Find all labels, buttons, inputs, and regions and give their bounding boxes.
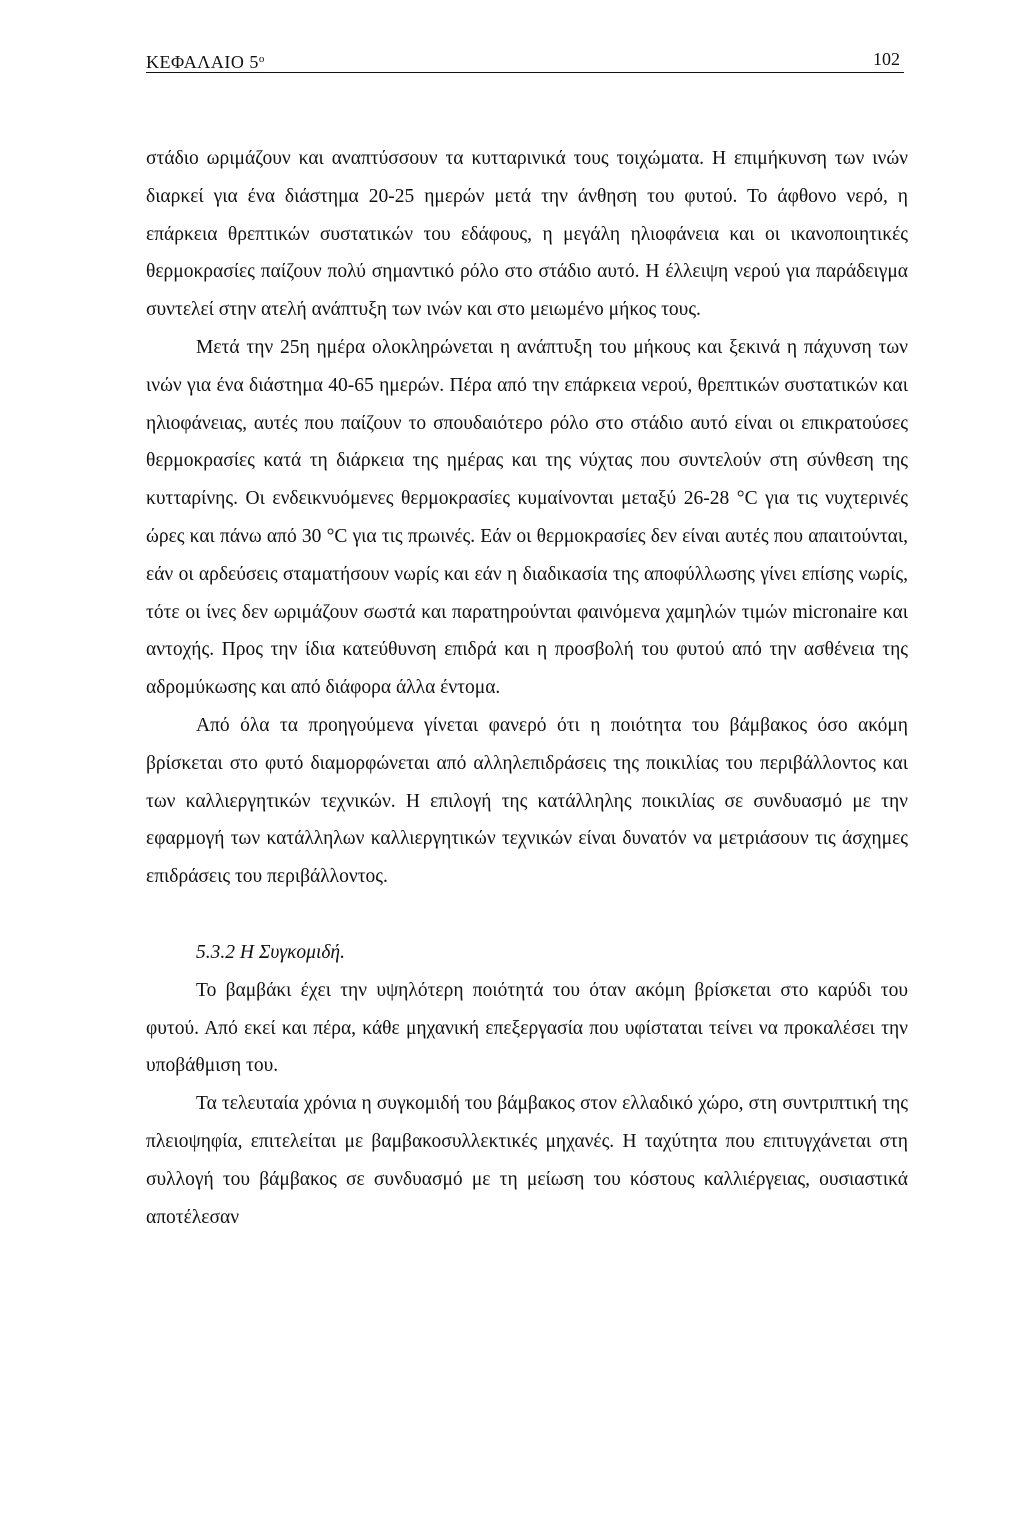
document-body <box>146 140 908 1236</box>
paragraph-continued: στάδιο ωριμάζουν και αναπτύσσουν τα κυτταρινικά τους τοιχώματα. Η επιμήκυνση των ινών διαρκεί για ένα διάστημα 20-25 ημερών μετά την άνθηση του φυτού. Το άφθονο νερό, η επάρκεια θρεπτικών συστατικών του εδάφους, η μεγάλη ηλιοφάνεια και οι ικανοποιητικές θερμοκρασίες παίζουν πολύ σημαντικό ρόλο στο στάδιο αυτό. Η έλλειψη νερού για παράδειγμα συντελεί στην ατελή ανάπτυξη των ινών και στο μειωμένο μήκος τους. <box>146 148 908 321</box>
paragraph: Τα τελευταία χρόνια η συγκομιδή του βάμβακος στον ελλαδικό χώρο, στη συντριπτική της πλειοψηφία, επιτελείται με βαμβακοσυλλεκτικές μηχανές. Η ταχύτητα που επιτυγχάνεται στη συλλογή του βάμβακος σε συνδυασμό με τη μείωση του κόστους καλλιέργειας, ουσιαστικά αποτέλεσαν <box>146 1093 908 1228</box>
page-header <box>146 48 904 73</box>
section-heading: 5.3.2 Η Συγκομιδή. <box>196 941 345 963</box>
chapter-label: ΚΕΦΑΛΑΙΟ $5^o$ <box>146 52 265 72</box>
chapter-ordinal-sup: ο <box>258 53 265 65</box>
paragraph: Μετά την 25η ημέρα ολοκληρώνεται η ανάπτυξη του μήκους και ξεκινά η πάχυνση των ινών για ένα διάστημα 40-65 ημερών. Πέρα από την επάρκεια νερού, θρεπτικών συστατικών και ηλιοφάνειας, αυτές που παίζουν το σπουδαιότερο ρόλο στο στάδιο αυτό είναι οι επικρατούσες θερμοκρασίες κατά τη διάρκεια της ημέρας και της νύχτας που συντελούν στη σύνθεση της κυτταρίνης. Οι ενδεικνυόμενες θερμοκρασίες κυμαίνονται μεταξύ 26-28 °C για τις νυχτερινές ώρες και πάνω από 30 °C για τις πρωινές. Εάν οι θερμοκρασίες δεν είναι αυτές που απαιτούνται, εάν οι αρδεύσεις σταματήσουν νωρίς και εάν η διαδικασία της αποφύλλωσης γίνει επίσης νωρίς, τότε οι ίνες δεν ωριμάζουν σωστά και παρατηρούνται φαινόμενα χαμηλών τιμών micronaire και αντοχής. Προς την ίδια κατεύθυνση επιδρά και η προσβολή του φυτού από την ασθένεια της αδρομύκωσης και από διάφορα άλλα έντομα. <box>146 336 908 699</box>
paragraph: Το βαμβάκι έχει την υψηλότερη ποιότητά του όταν ακόμη βρίσκεται στο καρύδι του φυτού. Από εκεί και πέρα, κάθε μηχανική επεξεργασία που υφίσταται τείνει να προκαλέσει την υποβάθμιση του. <box>146 979 908 1077</box>
section-spacer <box>146 896 908 934</box>
paragraph: Από όλα τα προηγούμενα γίνεται φανερό ότι η ποιότητα του βάμβακος όσο ακόμη βρίσκεται στο φυτό διαμορφώνεται από αλληλεπιδράσεις της ποικιλίας του περιβάλλοντος και των καλλιεργητικών τεχνικών. Η επιλογή της κατάλληλης ποικιλίας σε συνδυασμό με την εφαρμογή των κατάλληλων καλλιεργητικών τεχνικών είναι δυνατόν να μετριάσουν τις άσχημες επιδράσεις του περιβάλλοντος. <box>146 714 908 888</box>
page-number: 102 <box>873 49 900 69</box>
